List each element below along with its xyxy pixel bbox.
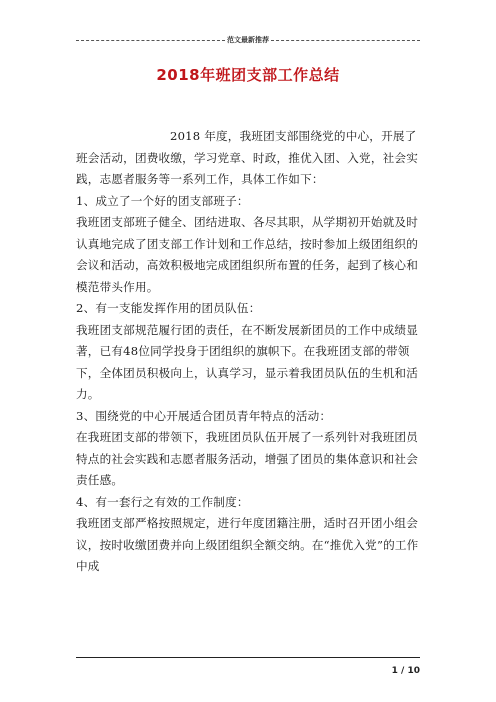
section-heading: 1、成立了一个好的团支部班子： <box>76 193 249 208</box>
section-text: 我班团支部规范履行团的责任，在不断发展新团员的工作中成绩显著，已有48位同学投身于团组织的旗帜下。在我班团支部的带领下，全体团员积极向上，认真学习，显示着我团员队伍的生机和活力。 <box>76 322 419 401</box>
page-number: 1 / 10 <box>391 666 420 676</box>
intro-paragraph: 2018 年度，我班团支部围绕党的中心，开展了班会活动，团费收缴，学习党章、时政，推优入团、入党，社会实践，志愿者服务等一系列工作，具体工作如下： <box>76 129 419 186</box>
header-label: 范文最新推荐 <box>227 36 269 44</box>
header-dash-left <box>76 40 225 41</box>
document-body <box>76 126 420 578</box>
section-heading: 4、有一套行之有效的工作制度： <box>76 494 249 509</box>
document-title: 2018年班团支部工作总结 <box>156 66 340 84</box>
section-text: 我班团支部严格按照规定，进行年度团籍注册，适时召开团小组会议，按时收缴团费并向上级团组织全额交纳。在“推优入党”的工作中成 <box>76 516 419 573</box>
footer-rule <box>76 657 420 658</box>
section-text: 我班团支部班子健全、团结进取、各尽其职，从学期初开始就及时认真地完成了团支部工作计划和工作总结，按时参加上级团组织的会议和活动，高效积极地完成团组织所布置的任务，起到了核心和模范带头作用。 <box>76 215 419 294</box>
header-rule <box>76 34 420 46</box>
header-dash-right <box>271 40 420 41</box>
section-heading: 3、围绕党的中心开展适合团员青年特点的活动： <box>76 408 332 423</box>
section-text: 在我班团支部的带领下，我班团员队伍开展了一系列针对我班团员特点的社会实践和志愿者服务活动，增强了团员的集体意识和社会责任感。 <box>76 430 419 487</box>
section-heading: 2、有一支能发挥作用的团员队伍： <box>76 301 261 315</box>
